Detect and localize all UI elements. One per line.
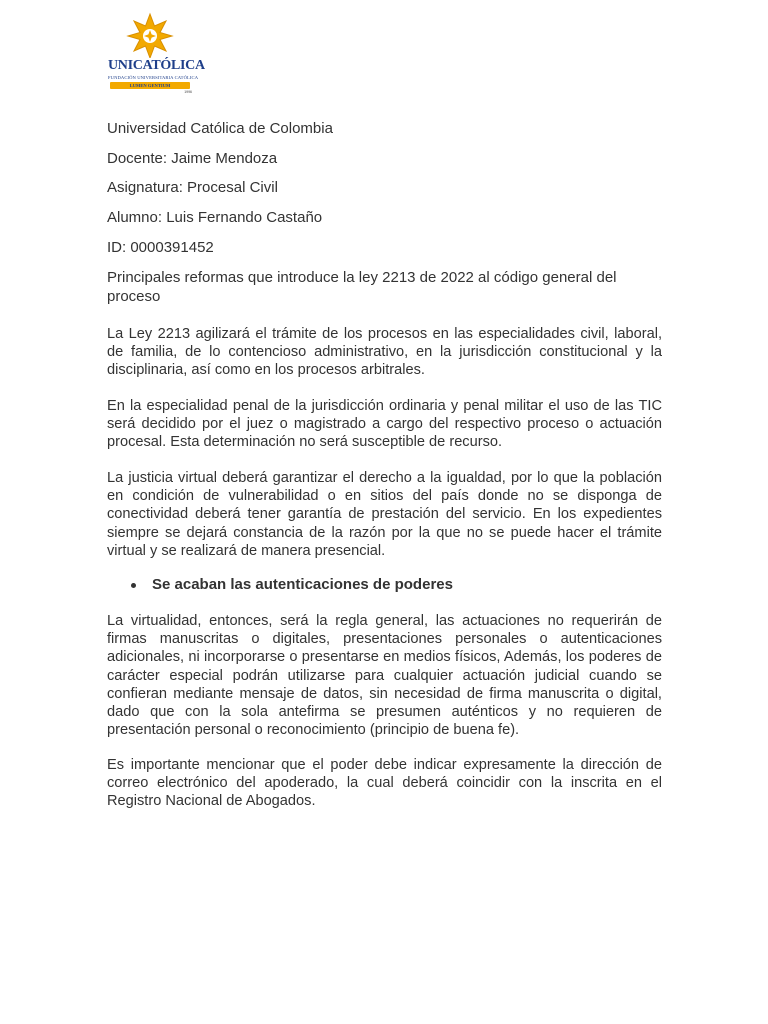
header-teacher: Docente: Jaime Mendoza xyxy=(107,150,278,167)
header-subject: Asignatura: Procesal Civil xyxy=(107,179,278,196)
logo-year: 1996 xyxy=(184,90,192,94)
paragraph-5: Es importante mencionar que el poder debe indicar expresamente la dirección de correo electrónico del apoderado, la cual deberá coincidir con la inscrita en el Registro Nacional de Abogados. xyxy=(107,757,662,810)
paragraph-4: La virtualidad, entonces, será la regla general, las actuaciones no requerirán de firmas manuscritas o digitales, presentaciones personales o autenticaciones adicionales, ni incorporarse o presentarse en medios físicos, Además, los poderes de carácter especial podrán utilizarse para cualquier actuación judicial cuando se confieran mediante mensaje de datos, sin necesidad de firma manuscrita o digital, dado que con la sola antefirma se presumen auténticos y no requieren de presentación personal o reconocimiento (principio de buena fe). xyxy=(107,613,662,739)
paragraph-3: La justicia virtual deberá garantizar el derecho a la igualdad, por lo que la población en condición de vulnerabilidad o en sitios del país donde no se disponga de conectividad deberá tener garantía de prestación del servicio. En los expedientes siempre se dejará constancia de la razón por la que no se puede hacer el trámite virtual y se realizará de manera presencial. xyxy=(107,470,662,559)
header-id: ID: 0000391452 xyxy=(107,239,214,256)
university-logo xyxy=(108,12,205,94)
bullet-heading: Se acaban las autenticaciones de poderes xyxy=(152,576,453,593)
bullet-icon xyxy=(131,583,136,588)
paragraph-1: La Ley 2213 agilizará el trámite de los procesos en las especialidades civil, laboral, de familia, de lo contencioso administrativo, en la jurisdicción constitucional y la disciplinaria, así como en los procesos arbitrales. xyxy=(107,326,662,379)
logo-subtitle: FUNDACIÓN UNIVERSITARIA CATÓLICA xyxy=(108,75,199,80)
paragraph-2: En la especialidad penal de la jurisdicción ordinaria y penal militar el uso de las TIC será decidido por el juez o magistrado a cargo del respectivo proceso o actuación procesal. Esta determinación no será susceptible de recurso. xyxy=(107,398,662,451)
logo-motto: LUMEN GENTIUM xyxy=(129,83,171,88)
logo-name: UNICATÓLICA xyxy=(108,58,205,73)
star-icon xyxy=(108,12,192,58)
header-student: Alumno: Luis Fernando Castaño xyxy=(107,209,323,226)
header-university: Universidad Católica de Colombia xyxy=(107,120,333,137)
document-title: Principales reformas que introduce la ley 2213 de 2022 al código general del proceso xyxy=(107,269,617,305)
